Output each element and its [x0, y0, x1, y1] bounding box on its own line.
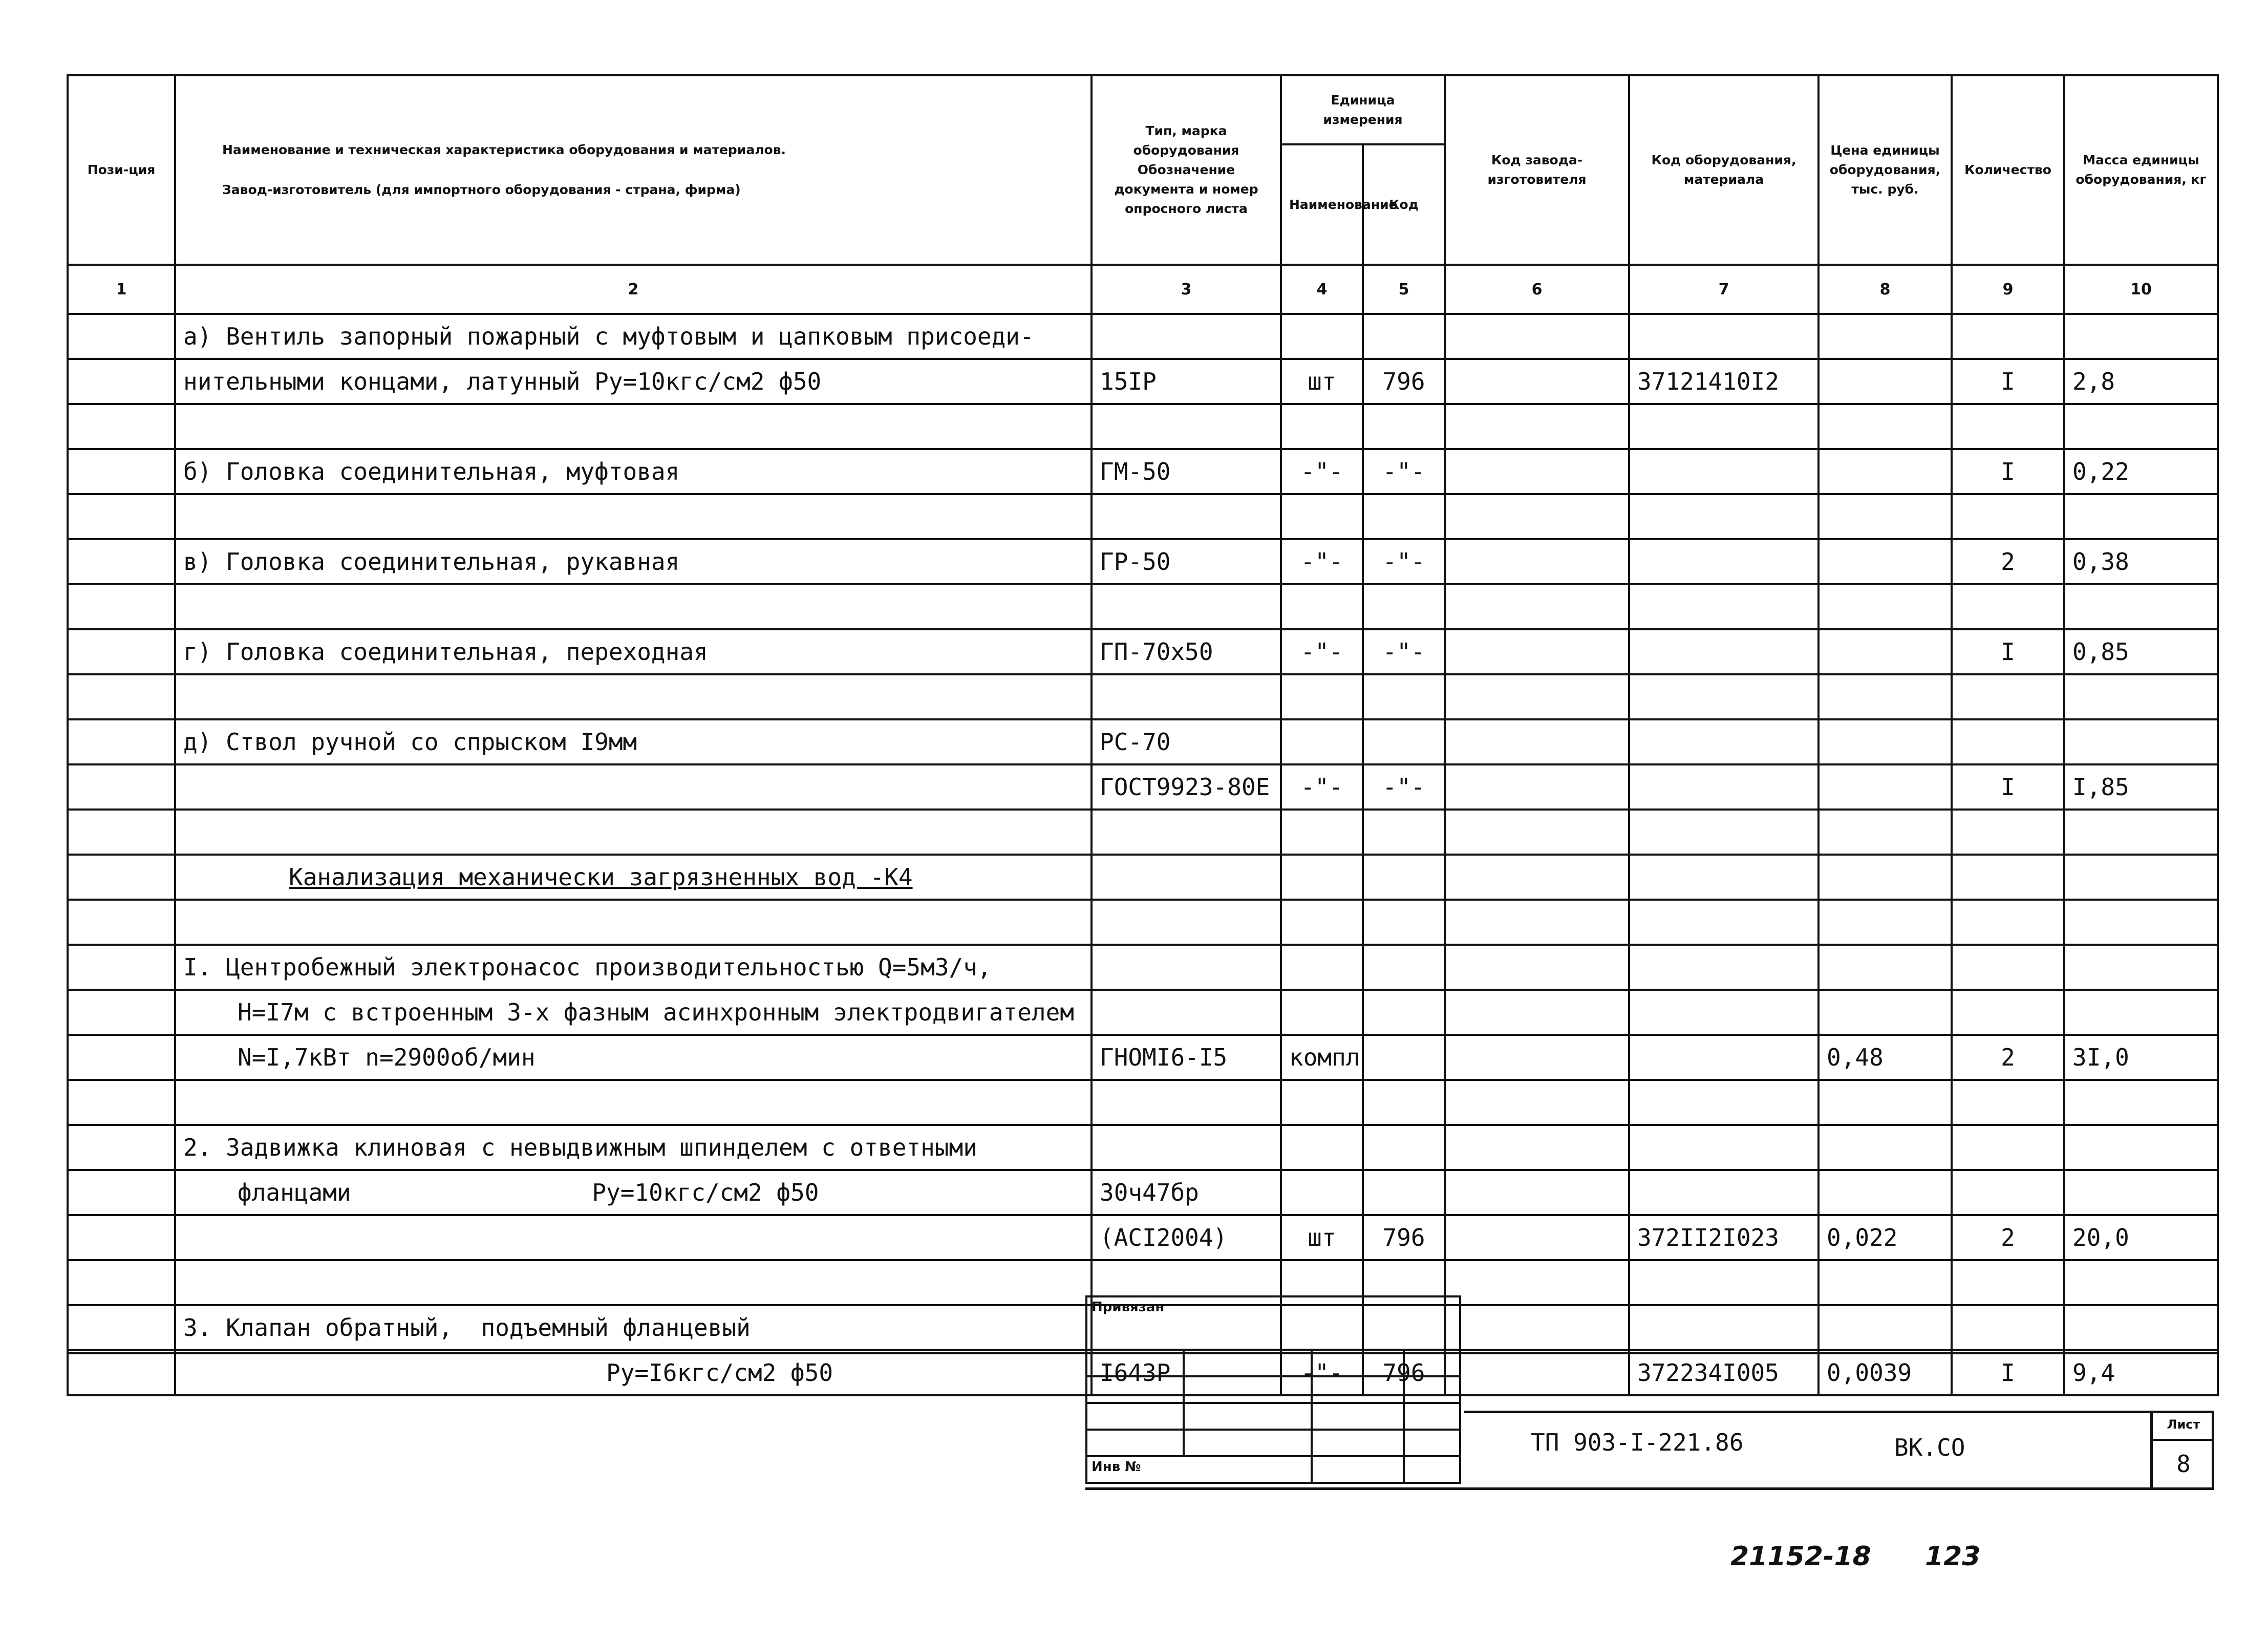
frame-right-edge: [2212, 1411, 2214, 1487]
cell-unit: -"-: [1281, 629, 1363, 674]
cell-qty: [1952, 855, 2064, 900]
cell-mass: [2064, 314, 2218, 359]
header-unit-code: Код: [1363, 144, 1445, 265]
cell-type: [1092, 900, 1281, 945]
cell-plant: [1445, 539, 1629, 584]
cell-mass: [2064, 990, 2218, 1035]
cell-price: [1818, 584, 1952, 629]
cell-code: [1363, 855, 1445, 900]
cell-code: [1363, 404, 1445, 449]
cell-code: [1363, 810, 1445, 855]
cell-price: [1818, 1080, 1952, 1125]
table-row: [68, 1080, 2218, 1125]
cell-code: 796: [1363, 1215, 1445, 1260]
cell-unit: -"-: [1281, 539, 1363, 584]
cell-code: [1363, 945, 1445, 990]
cell-price: [1818, 764, 1952, 810]
cell-unit: [1281, 404, 1363, 449]
cell-unit: [1281, 810, 1363, 855]
table-row: [68, 584, 2218, 629]
cell-mass: [2064, 584, 2218, 629]
cell-unit: [1281, 1080, 1363, 1125]
cell-mass: [2064, 945, 2218, 990]
cell-price: [1818, 674, 1952, 719]
stamp-bottom-line: [1085, 1487, 2214, 1490]
cell-name: [175, 404, 1092, 449]
cell-mass: [2064, 404, 2218, 449]
cell-code: [1363, 674, 1445, 719]
cell-price: [1818, 1170, 1952, 1215]
cell-price: [1818, 900, 1952, 945]
cell-unit: -"-: [1281, 764, 1363, 810]
cell-code: [1363, 314, 1445, 359]
table-row: [68, 314, 2218, 359]
cell-price: 0,0039: [1818, 1350, 1952, 1395]
cell-mass: 0,38: [2064, 539, 2218, 584]
cell-mass: 0,22: [2064, 449, 2218, 494]
cell-qty: [1952, 945, 2064, 990]
cell-unit: шт: [1281, 1215, 1363, 1260]
cell-mass: [2064, 494, 2218, 539]
cell-plant: [1445, 764, 1629, 810]
col-number: 7: [1629, 265, 1818, 314]
table-row: [68, 900, 2218, 945]
cell-name: в) Головка соединительная, рукавная: [175, 539, 1092, 584]
cell-qty: I: [1952, 1350, 2064, 1395]
cell-type: ГП-70х50: [1092, 629, 1281, 674]
drawing-sheet: [67, 74, 2217, 1387]
cell-plant: [1445, 990, 1629, 1035]
cell-code: 796: [1363, 1350, 1445, 1395]
cell-name: д) Ствол ручной со спрыском I9мм: [175, 719, 1092, 764]
cell-type: ГР-50: [1092, 539, 1281, 584]
cell-qty: [1952, 990, 2064, 1035]
document-mark: ВК.СО: [1894, 1434, 1965, 1461]
table-row: [68, 494, 2218, 539]
cell-mcode: [1629, 629, 1818, 674]
table-row: [68, 1170, 2218, 1215]
cell-mcode: [1629, 719, 1818, 764]
cell-mcode: [1629, 404, 1818, 449]
cell-code: -"-: [1363, 449, 1445, 494]
cell-qty: I: [1952, 764, 2064, 810]
col-number: 9: [1952, 265, 2064, 314]
cell-qty: [1952, 674, 2064, 719]
cell-pos: [68, 1125, 175, 1170]
cell-qty: I: [1952, 359, 2064, 404]
cell-qty: [1952, 810, 2064, 855]
cell-type: РС-70: [1092, 719, 1281, 764]
cell-mass: I,85: [2064, 764, 2218, 810]
cell-qty: [1952, 1125, 2064, 1170]
cell-code: [1363, 584, 1445, 629]
cell-code: [1363, 1125, 1445, 1170]
cell-mcode: [1629, 945, 1818, 990]
cell-code: [1363, 719, 1445, 764]
cell-mass: [2064, 900, 2218, 945]
table-row: [68, 719, 2218, 764]
col-number: 5: [1363, 265, 1445, 314]
cell-type: [1092, 855, 1281, 900]
cell-type: ГМ-50: [1092, 449, 1281, 494]
cell-mcode: [1629, 449, 1818, 494]
cell-pos: [68, 900, 175, 945]
table-row: [68, 359, 2218, 404]
cell-unit: [1281, 674, 1363, 719]
cell-code: -"-: [1363, 539, 1445, 584]
cell-code: [1363, 494, 1445, 539]
header-type: Тип, марка оборудования Обозначение документа и номер опросного листа: [1092, 75, 1281, 265]
cell-price: [1818, 359, 1952, 404]
table-row: [68, 404, 2218, 449]
cell-plant: [1445, 1215, 1629, 1260]
header-price: Цена единицы оборудования, тыс. руб.: [1818, 75, 1952, 265]
cell-price: 0,022: [1818, 1215, 1952, 1260]
cell-unit: [1281, 855, 1363, 900]
cell-qty: 2: [1952, 1215, 2064, 1260]
cell-name: [175, 1260, 1092, 1305]
cell-code: -"-: [1363, 764, 1445, 810]
cell-unit: [1281, 719, 1363, 764]
cell-name: фланцами Ру=10кгс/см2 ф50: [175, 1170, 1092, 1215]
cell-price: 0,48: [1818, 1035, 1952, 1080]
cell-type: 30ч47бр: [1092, 1170, 1281, 1215]
cell-name: Канализация механически загрязненных вод -К4: [175, 855, 1092, 900]
table-row: [68, 945, 2218, 990]
cell-code: [1363, 1035, 1445, 1080]
cell-mass: 9,4: [2064, 1350, 2218, 1395]
cell-mcode: 372234I005: [1629, 1350, 1818, 1395]
cell-pos: [68, 1305, 175, 1350]
cell-code: [1363, 900, 1445, 945]
cell-unit: -"-: [1281, 449, 1363, 494]
table-row: [68, 629, 2218, 674]
table-row: [68, 810, 2218, 855]
table-row: [68, 1125, 2218, 1170]
cell-qty: [1952, 404, 2064, 449]
cell-mcode: [1629, 584, 1818, 629]
cell-pos: [68, 314, 175, 359]
cell-plant: [1445, 359, 1629, 404]
table-row: [68, 1215, 2218, 1260]
header-quantity: Количество: [1952, 75, 2064, 265]
cell-mass: [2064, 674, 2218, 719]
cell-mass: [2064, 1170, 2218, 1215]
cell-mcode: [1629, 314, 1818, 359]
cell-plant: [1445, 1170, 1629, 1215]
cell-mcode: [1629, 900, 1818, 945]
cell-unit: [1281, 584, 1363, 629]
header-unit-name: Наименование: [1281, 144, 1363, 265]
table-body: [68, 314, 2218, 1395]
archive-page: 123: [1925, 1541, 1981, 1572]
cell-mass: [2064, 855, 2218, 900]
cell-plant: [1445, 494, 1629, 539]
cell-unit: [1281, 900, 1363, 945]
cell-type: [1092, 810, 1281, 855]
cell-code: 796: [1363, 359, 1445, 404]
col-number: 4: [1281, 265, 1363, 314]
cell-plant: [1445, 900, 1629, 945]
cell-pos: [68, 945, 175, 990]
cell-price: [1818, 810, 1952, 855]
cell-plant: [1445, 584, 1629, 629]
cell-price: [1818, 314, 1952, 359]
cell-plant: [1445, 1035, 1629, 1080]
cell-pos: [68, 629, 175, 674]
cell-qty: [1952, 900, 2064, 945]
cell-price: [1818, 990, 1952, 1035]
cell-price: [1818, 404, 1952, 449]
cell-name: I. Центробежный электронасос производительностью Q=5м3/ч,: [175, 945, 1092, 990]
cell-name: [175, 1080, 1092, 1125]
header-name-line2: Завод-изготовитель (для импортного оборудования - страна, фирма): [222, 182, 741, 197]
cell-mcode: [1629, 855, 1818, 900]
header-name: [175, 75, 1092, 265]
cell-plant: [1445, 674, 1629, 719]
cell-name: [175, 1215, 1092, 1260]
col-number: 8: [1818, 265, 1952, 314]
cell-name: 3. Клапан обратный, подъемный фланцевый: [175, 1305, 1092, 1350]
cell-unit: [1281, 314, 1363, 359]
cell-qty: I: [1952, 449, 2064, 494]
cell-qty: [1952, 494, 2064, 539]
cell-pos: [68, 449, 175, 494]
cell-unit: [1281, 945, 1363, 990]
cell-mcode: [1629, 810, 1818, 855]
cell-price: [1818, 945, 1952, 990]
sheet-box: [2150, 1411, 2214, 1487]
cell-mcode: [1629, 1125, 1818, 1170]
drawing-code: ТП 903-I-221.86: [1531, 1429, 1744, 1456]
header-unit-group: Единица измерения: [1281, 75, 1445, 144]
cell-type: [1092, 1125, 1281, 1170]
cell-mcode: [1629, 539, 1818, 584]
cell-pos: [68, 990, 175, 1035]
cell-mass: [2064, 1125, 2218, 1170]
cell-plant: [1445, 314, 1629, 359]
cell-mcode: [1629, 1035, 1818, 1080]
cell-name: 2. Задвижка клиновая с невыдвижным шпинделем с ответными: [175, 1125, 1092, 1170]
cell-name: N=I,7кВт n=2900об/мин: [175, 1035, 1092, 1080]
col-number: 6: [1445, 265, 1629, 314]
table-header: [68, 75, 2218, 314]
cell-plant: [1445, 1125, 1629, 1170]
cell-pos: [68, 810, 175, 855]
cell-mcode: [1629, 1170, 1818, 1215]
stamp-divider: [1464, 1411, 2212, 1413]
cell-pos: [68, 1350, 175, 1395]
col-number: 1: [68, 265, 175, 314]
cell-mass: 3I,0: [2064, 1035, 2218, 1080]
cell-pos: [68, 855, 175, 900]
cell-price: [1818, 449, 1952, 494]
cell-qty: [1952, 1170, 2064, 1215]
cell-qty: [1952, 314, 2064, 359]
cell-qty: [1952, 719, 2064, 764]
table-row: [68, 990, 2218, 1035]
cell-mass: 0,85: [2064, 629, 2218, 674]
cell-pos: [68, 674, 175, 719]
cell-mcode: [1629, 764, 1818, 810]
archive-number: 21152-18: [1730, 1541, 1871, 1572]
cell-pos: [68, 359, 175, 404]
column-number-row: [68, 265, 2218, 314]
cell-mass: [2064, 1080, 2218, 1125]
cell-name: [175, 674, 1092, 719]
cell-plant: [1445, 1080, 1629, 1125]
cell-price: [1818, 719, 1952, 764]
cell-code: [1363, 990, 1445, 1035]
cell-type: I643Р: [1092, 1350, 1281, 1395]
cell-code: [1363, 1080, 1445, 1125]
cell-name: [175, 584, 1092, 629]
cell-plant: [1445, 719, 1629, 764]
cell-mcode: [1629, 674, 1818, 719]
cell-plant: [1445, 629, 1629, 674]
cell-price: [1818, 1125, 1952, 1170]
header-plant-code: Код завода-изготовителя: [1445, 75, 1629, 265]
cell-type: [1092, 494, 1281, 539]
cell-type: 15IР: [1092, 359, 1281, 404]
cell-name: нительными концами, латунный Ру=10кгс/см2 ф50: [175, 359, 1092, 404]
cell-name: б) Головка соединительная, муфтовая: [175, 449, 1092, 494]
cell-pos: [68, 404, 175, 449]
cell-mcode: 37121410I2: [1629, 359, 1818, 404]
cell-mcode: [1629, 1080, 1818, 1125]
cell-qty: I: [1952, 629, 2064, 674]
cell-mcode: [1629, 990, 1818, 1035]
cell-pos: [68, 1080, 175, 1125]
cell-pos: [68, 719, 175, 764]
cell-qty: 2: [1952, 1035, 2064, 1080]
col-number: 10: [2064, 265, 2218, 314]
cell-mcode: 372II2I023: [1629, 1215, 1818, 1260]
cell-unit: шт: [1281, 359, 1363, 404]
sheet-number: 8: [2176, 1450, 2191, 1478]
cell-qty: [1952, 584, 2064, 629]
cell-name: а) Вентиль запорный пожарный с муфтовым и цапковым присоеди-: [175, 314, 1092, 359]
cell-type: [1092, 404, 1281, 449]
cell-mass: [2064, 719, 2218, 764]
cell-plant: [1445, 945, 1629, 990]
cell-pos: [68, 494, 175, 539]
cell-type: [1092, 1080, 1281, 1125]
cell-type: [1092, 990, 1281, 1035]
cell-qty: [1952, 1080, 2064, 1125]
cell-pos: [68, 1260, 175, 1305]
cell-pos: [68, 764, 175, 810]
cell-name: [175, 810, 1092, 855]
cell-type: [1092, 314, 1281, 359]
sheet-label: Лист: [2153, 1411, 2214, 1441]
cell-price: [1818, 539, 1952, 584]
col-number: 2: [175, 265, 1092, 314]
header-mass: Масса единицы оборудования, кг: [2064, 75, 2218, 265]
cell-plant: [1445, 810, 1629, 855]
cell-plant: [1445, 855, 1629, 900]
cell-code: -"-: [1363, 629, 1445, 674]
cell-name: Ру=I6кгс/см2 ф50: [175, 1350, 1092, 1395]
cell-unit: [1281, 494, 1363, 539]
cell-name: [175, 764, 1092, 810]
cell-mass: 2,8: [2064, 359, 2218, 404]
table-row: [68, 539, 2218, 584]
cell-name: г) Головка соединительная, переходная: [175, 629, 1092, 674]
cell-price: [1818, 855, 1952, 900]
cell-plant: [1445, 404, 1629, 449]
header-position: Пози-ция: [68, 75, 175, 265]
table-row: [68, 1035, 2218, 1080]
cell-mass: 20,0: [2064, 1215, 2218, 1260]
cell-unit: [1281, 990, 1363, 1035]
cell-price: [1818, 629, 1952, 674]
cell-pos: [68, 1035, 175, 1080]
cell-price: [1818, 494, 1952, 539]
cell-type: [1092, 674, 1281, 719]
col-number: 3: [1092, 265, 1281, 314]
cell-mcode: [1629, 494, 1818, 539]
specification-table: [67, 74, 2219, 1396]
cell-unit: [1281, 1125, 1363, 1170]
header-name-line1: Наименование и техническая характеристика оборудования и материалов.: [222, 142, 786, 157]
cell-type: [1092, 584, 1281, 629]
cell-pos: [68, 584, 175, 629]
header-equipment-code: Код оборудования, материала: [1629, 75, 1818, 265]
cell-pos: [68, 1215, 175, 1260]
cell-type: ГНОМI6-I5: [1092, 1035, 1281, 1080]
cell-name: [175, 900, 1092, 945]
cell-pos: [68, 539, 175, 584]
table-row: [68, 764, 2218, 810]
cell-qty: 2: [1952, 539, 2064, 584]
cell-plant: [1445, 449, 1629, 494]
stamp-bound-label: Привязан: [1086, 1296, 1460, 1350]
cell-unit: -"-: [1281, 1350, 1363, 1395]
table-row: [68, 449, 2218, 494]
cell-code: [1363, 1170, 1445, 1215]
cell-type: ГОСТ9923-80Е: [1092, 764, 1281, 810]
stamp-inv-label: Инв №: [1086, 1456, 1312, 1483]
cell-type: (АСI2004): [1092, 1215, 1281, 1260]
cell-type: [1092, 945, 1281, 990]
cell-name: [175, 494, 1092, 539]
cell-unit: компл: [1281, 1035, 1363, 1080]
cell-mass: [2064, 810, 2218, 855]
cell-unit: [1281, 1170, 1363, 1215]
cell-name: Н=I7м с встроенным 3-х фазным асинхронным электродвигателем: [175, 990, 1092, 1035]
table-row: [68, 855, 2218, 900]
cell-pos: [68, 1170, 175, 1215]
table-row: [68, 674, 2218, 719]
